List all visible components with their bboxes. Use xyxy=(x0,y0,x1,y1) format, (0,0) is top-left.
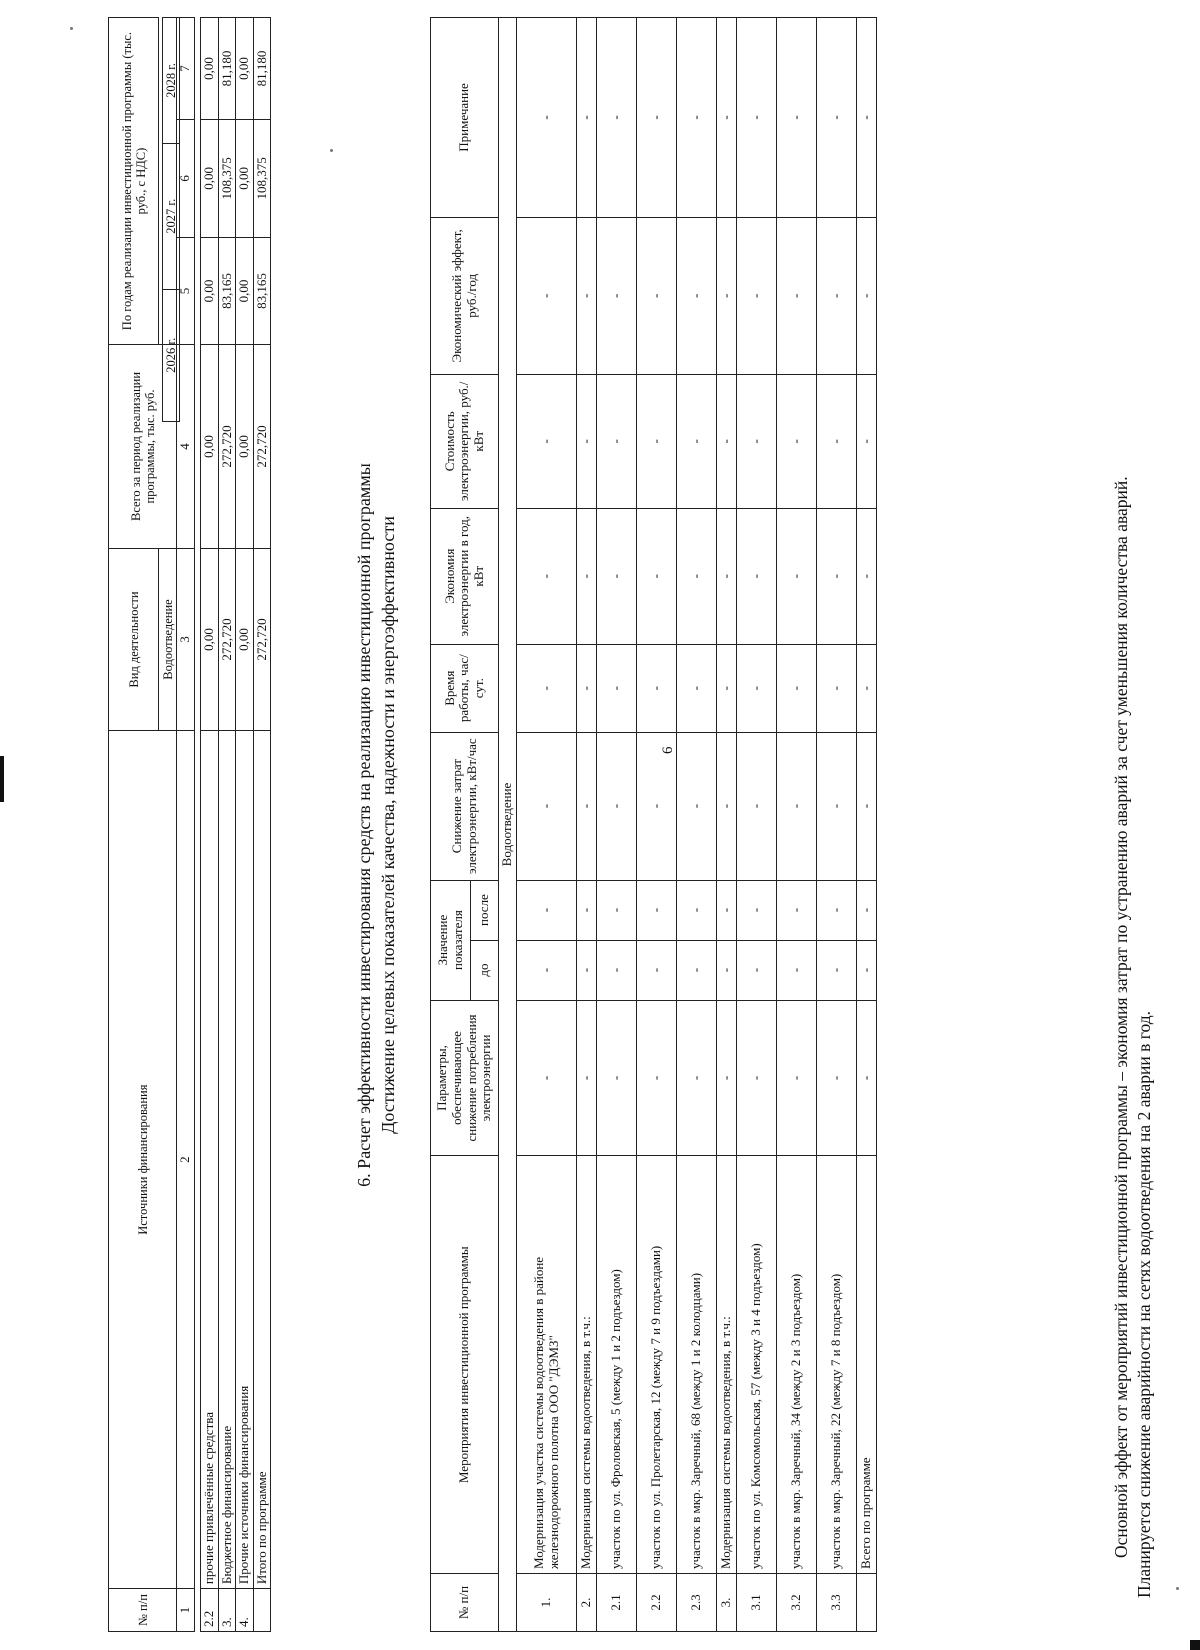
t1-row-activity: 272,720 xyxy=(218,548,236,730)
t2-dash-cell: - xyxy=(737,732,777,880)
t1-colnum: 3 xyxy=(177,548,195,730)
t2-section-label: Водоотведение xyxy=(499,18,517,1632)
t1-colnum: 4 xyxy=(177,345,195,549)
t1-row-no xyxy=(253,1589,271,1632)
t1-row-total: 272,720 xyxy=(253,345,271,549)
t2-dash-cell: - xyxy=(577,1000,597,1156)
t2-row-no: 3.2 xyxy=(777,1574,817,1632)
t2-row-no: 3.1 xyxy=(737,1574,777,1632)
t2-dash-cell: - xyxy=(677,880,717,940)
t2-row-name: участок по ул. Пролетарская, 12 (между 7 и 9 подъездами) xyxy=(637,1156,677,1574)
t2-dash-cell: - xyxy=(577,217,597,374)
t2-dash-cell: - xyxy=(677,644,717,732)
footer-line-2: Планируется снижение аварийности на сетях водоотведения на 2 аварии в год. xyxy=(1134,1010,1154,1598)
t2-row-no: 2.3 xyxy=(677,1574,717,1632)
t2-dash-cell: - xyxy=(777,374,817,508)
t2-dash-cell: - xyxy=(577,18,597,218)
t2-dash-cell: - xyxy=(857,374,877,508)
t2-header-params: Параметры, обеспечивающее снижение потребления электроэнергии xyxy=(431,1000,499,1156)
t1-row-total: 272,720 xyxy=(218,345,236,549)
t2-dash-cell: - xyxy=(517,374,577,508)
footer-line-1: Основной эффект от мероприятий инвестиционной программы – экономия затрат по устранению аварий за счет уменьшения количества аварий. xyxy=(1111,476,1131,1558)
t1-row xyxy=(201,18,219,1632)
t2-dash-cell: - xyxy=(597,18,637,218)
t2-header-after: после xyxy=(471,880,499,940)
t2-dash-cell: - xyxy=(737,18,777,218)
t2-header-effect: Экономический эффект, руб./год xyxy=(431,217,499,374)
t2-dash-cell: - xyxy=(597,1000,637,1156)
t2-row-name: участок по ул. Фроловская, 5 (между 1 и 2 подъездом) xyxy=(597,1156,637,1574)
t1-row-2027: 0,00 xyxy=(201,119,219,237)
t2-header-savings: Экономия электроэнергии в год, кВт xyxy=(431,508,499,644)
t2-dash-cell: - xyxy=(517,940,577,1000)
t1-header-activity-sub: Водоотведение xyxy=(159,548,177,730)
t2-dash-cell: - xyxy=(777,644,817,732)
t1-header-sources: Источники финансирования xyxy=(109,731,177,1589)
t2-header-no: № п/п xyxy=(431,1574,499,1632)
t2-dash-cell: - xyxy=(857,1000,877,1156)
t2-row-no: 2. xyxy=(577,1574,597,1632)
t2-dash-cell: - xyxy=(817,374,857,508)
t1-colnum: 7 xyxy=(177,18,195,120)
t2-row-name: участок по ул. Комсомольская, 57 (между 3 и 4 подъездом) xyxy=(737,1156,777,1574)
t1-row-2028: 0,00 xyxy=(236,18,254,120)
t2-dash-cell: - xyxy=(637,1000,677,1156)
t2-row-no: 2.2 xyxy=(637,1574,677,1632)
table-row xyxy=(777,18,817,1632)
t2-dash-cell: - xyxy=(777,880,817,940)
t2-dash-cell: - xyxy=(637,374,677,508)
t1-row-2026: 0,00 xyxy=(236,237,254,344)
t2-row-name: Всего по программе xyxy=(857,1156,877,1574)
t2-dash-cell: - xyxy=(777,1000,817,1156)
scan-speck xyxy=(70,27,73,30)
t1-row-name: Прочие источники финансирования xyxy=(236,731,254,1589)
t1-row-2026: 83,165 xyxy=(218,237,236,344)
t1-row-no: 3. xyxy=(218,1589,236,1632)
t2-dash-cell: - xyxy=(637,732,677,880)
table-row xyxy=(717,18,737,1632)
t2-dash-cell: - xyxy=(857,217,877,374)
financing-table xyxy=(108,17,195,1632)
t2-dash-cell: - xyxy=(737,644,777,732)
t2-dash-cell: - xyxy=(737,880,777,940)
t2-dash-cell: - xyxy=(677,508,717,644)
t2-dash-cell: - xyxy=(717,508,737,644)
t2-dash-cell: - xyxy=(717,217,737,374)
table-row xyxy=(677,18,717,1632)
t2-dash-cell: - xyxy=(857,880,877,940)
t1-row xyxy=(236,18,254,1632)
t2-dash-cell: - xyxy=(857,940,877,1000)
t2-header-reduction: Снижение затрат электроэнергии, кВт/час xyxy=(431,732,499,880)
table-row xyxy=(637,18,677,1632)
t1-row-name: прочие привлечённые средства xyxy=(201,731,219,1589)
t2-header-value: Значение показателя xyxy=(431,880,471,1000)
t2-dash-cell: - xyxy=(637,940,677,1000)
t2-row-no xyxy=(857,1574,877,1632)
page-number: 6 xyxy=(660,746,676,754)
t2-dash-cell: - xyxy=(577,880,597,940)
t2-dash-cell: - xyxy=(817,18,857,218)
effectiveness-table xyxy=(430,17,877,1632)
t1-row-2027: 108,375 xyxy=(253,119,271,237)
t2-dash-cell: - xyxy=(637,508,677,644)
t1-year-2028: 2028 г. xyxy=(163,18,180,144)
t2-row-name: участок в мкр. Заречный, 22 (между 7 и 8 подъездом) xyxy=(817,1156,857,1574)
t1-header-activity: Вид деятельности xyxy=(109,548,159,730)
t1-row-2027: 0,00 xyxy=(236,119,254,237)
financing-table-body xyxy=(200,17,271,1632)
t2-dash-cell: - xyxy=(777,217,817,374)
t1-row-no: 4. xyxy=(236,1589,254,1632)
t1-row-activity: 0,00 xyxy=(201,548,219,730)
t2-dash-cell: - xyxy=(817,940,857,1000)
t2-dash-cell: - xyxy=(717,374,737,508)
t2-dash-cell: - xyxy=(737,940,777,1000)
t2-dash-cell: - xyxy=(817,508,857,644)
t1-row-name: Итого по программе xyxy=(253,731,271,1589)
t2-dash-cell: - xyxy=(637,18,677,218)
t2-dash-cell: - xyxy=(737,217,777,374)
t2-header-measures: Мероприятия инвестиционной программы xyxy=(431,1156,499,1574)
t2-dash-cell: - xyxy=(597,732,637,880)
t2-dash-cell: - xyxy=(577,508,597,644)
t2-dash-cell: - xyxy=(677,940,717,1000)
t2-row-no: 3.3 xyxy=(817,1574,857,1632)
t1-row-total: 0,00 xyxy=(201,345,219,549)
t2-row-name: участок в мкр. Заречный, 34 (между 2 и 3 подъездом) xyxy=(777,1156,817,1574)
t2-dash-cell: - xyxy=(577,644,597,732)
t2-dash-cell: - xyxy=(597,374,637,508)
t2-dash-cell: - xyxy=(637,644,677,732)
t2-row-name: Модернизация системы водоотведения, в т.ч.: xyxy=(717,1156,737,1574)
t2-row-no: 3. xyxy=(717,1574,737,1632)
t2-header-cost: Стоимость электроэнергии, руб./кВт xyxy=(431,374,499,508)
t2-dash-cell: - xyxy=(517,18,577,218)
t1-row-2027: 108,375 xyxy=(218,119,236,237)
t2-row-name: участок в мкр. Заречный, 68 (между 1 и 2 колодцами) xyxy=(677,1156,717,1574)
t2-dash-cell: - xyxy=(717,732,737,880)
t2-header-before: до xyxy=(471,940,499,1000)
t2-dash-cell: - xyxy=(637,217,677,374)
t1-colnum: 1 xyxy=(177,1589,195,1632)
t1-row xyxy=(218,18,236,1632)
t2-row-name: Модернизация системы водоотведения, в т.ч.: xyxy=(577,1156,597,1574)
t2-dash-cell: - xyxy=(817,644,857,732)
t2-dash-cell: - xyxy=(817,217,857,374)
financing-year-labels xyxy=(162,17,180,422)
t2-dash-cell: - xyxy=(577,732,597,880)
t2-dash-cell: - xyxy=(597,940,637,1000)
t2-dash-cell: - xyxy=(737,1000,777,1156)
table-row xyxy=(737,18,777,1632)
t2-dash-cell: - xyxy=(737,508,777,644)
t2-dash-cell: - xyxy=(597,880,637,940)
t2-dash-cell: - xyxy=(857,18,877,218)
t1-row-name: Бюджетное финансирование xyxy=(218,731,236,1589)
table-row xyxy=(857,18,877,1632)
t2-dash-cell: - xyxy=(777,18,817,218)
t1-year-2026: 2026 г. xyxy=(163,289,180,421)
scan-speck xyxy=(1176,1587,1179,1590)
t2-dash-cell: - xyxy=(677,374,717,508)
t2-dash-cell: - xyxy=(677,18,717,218)
t2-dash-cell: - xyxy=(597,508,637,644)
t2-dash-cell: - xyxy=(597,644,637,732)
t2-dash-cell: - xyxy=(777,508,817,644)
section-6-title-line1: 6. Расчет эффективности инвестирования средств на реализацию инвестиционной программы xyxy=(354,463,374,1187)
section-6-title xyxy=(352,0,400,1650)
t1-row-2026: 0,00 xyxy=(201,237,219,344)
t2-dash-cell: - xyxy=(717,1000,737,1156)
scan-corner-mark xyxy=(1190,1640,1200,1650)
t1-row-2028: 81,180 xyxy=(253,18,271,120)
t2-dash-cell: - xyxy=(517,732,577,880)
t2-dash-cell: - xyxy=(517,217,577,374)
t1-row-2028: 0,00 xyxy=(201,18,219,120)
table-row xyxy=(597,18,637,1632)
t2-dash-cell: - xyxy=(597,217,637,374)
t2-dash-cell: - xyxy=(677,217,717,374)
t2-dash-cell: - xyxy=(777,732,817,880)
t2-dash-cell: - xyxy=(577,374,597,508)
t2-row-name: Модернизация участка системы водоотведения в районе железнодорожного полотна ООО "ДЭМЗ" xyxy=(517,1156,577,1574)
t2-dash-cell: - xyxy=(817,880,857,940)
t2-dash-cell: - xyxy=(637,880,677,940)
t1-row-2026: 83,165 xyxy=(253,237,271,344)
t2-header-note: Примечание xyxy=(431,18,499,218)
t2-dash-cell: - xyxy=(517,880,577,940)
table-row xyxy=(577,18,597,1632)
t2-dash-cell: - xyxy=(817,732,857,880)
t2-dash-cell: - xyxy=(737,374,777,508)
t2-dash-cell: - xyxy=(857,732,877,880)
scan-speck xyxy=(330,149,333,152)
t2-dash-cell: - xyxy=(517,508,577,644)
t1-row-total-line xyxy=(253,18,271,1632)
t2-row-no: 2.1 xyxy=(597,1574,637,1632)
t1-row-activity: 0,00 xyxy=(236,548,254,730)
t2-dash-cell: - xyxy=(517,644,577,732)
t2-dash-cell: - xyxy=(777,940,817,1000)
t2-header-work-time: Время работы, час/сут. xyxy=(431,644,499,732)
t1-colnum: 6 xyxy=(177,119,195,237)
footer-text xyxy=(1110,18,1156,1598)
t2-dash-cell: - xyxy=(677,732,717,880)
t2-dash-cell: - xyxy=(717,880,737,940)
t2-dash-cell: - xyxy=(717,644,737,732)
t2-dash-cell: - xyxy=(517,1000,577,1156)
scan-edge-mark xyxy=(0,756,4,802)
t1-row-no: 2.2 xyxy=(201,1589,219,1632)
t1-row-2028: 81,180 xyxy=(218,18,236,120)
t1-colnum: 5 xyxy=(177,237,195,344)
t2-dash-cell: - xyxy=(677,1000,717,1156)
table-row xyxy=(817,18,857,1632)
t1-year-2027: 2027 г. xyxy=(163,143,180,289)
t1-header-no: № п/п xyxy=(109,1589,177,1632)
t2-dash-cell: - xyxy=(857,508,877,644)
table-row xyxy=(517,18,577,1632)
t1-header-by-year: По годам реализации инвестиционной программы (тыс. руб., с НДС) xyxy=(109,18,159,345)
t2-dash-cell: - xyxy=(717,940,737,1000)
section-6-title-line2: Достижение целевых показателей качества, надежности и энергоэффективности xyxy=(378,516,398,1134)
t2-dash-cell: - xyxy=(717,18,737,218)
t1-colnum: 2 xyxy=(177,731,195,1589)
t2-dash-cell: - xyxy=(857,644,877,732)
t1-row-activity: 272,720 xyxy=(253,548,271,730)
t2-dash-cell: - xyxy=(577,940,597,1000)
t1-header-total: Всего за период реализации программы, тыс. руб. xyxy=(109,345,177,549)
t1-row-total: 0,00 xyxy=(236,345,254,549)
t2-row-no: 1. xyxy=(517,1574,577,1632)
t2-dash-cell: - xyxy=(817,1000,857,1156)
